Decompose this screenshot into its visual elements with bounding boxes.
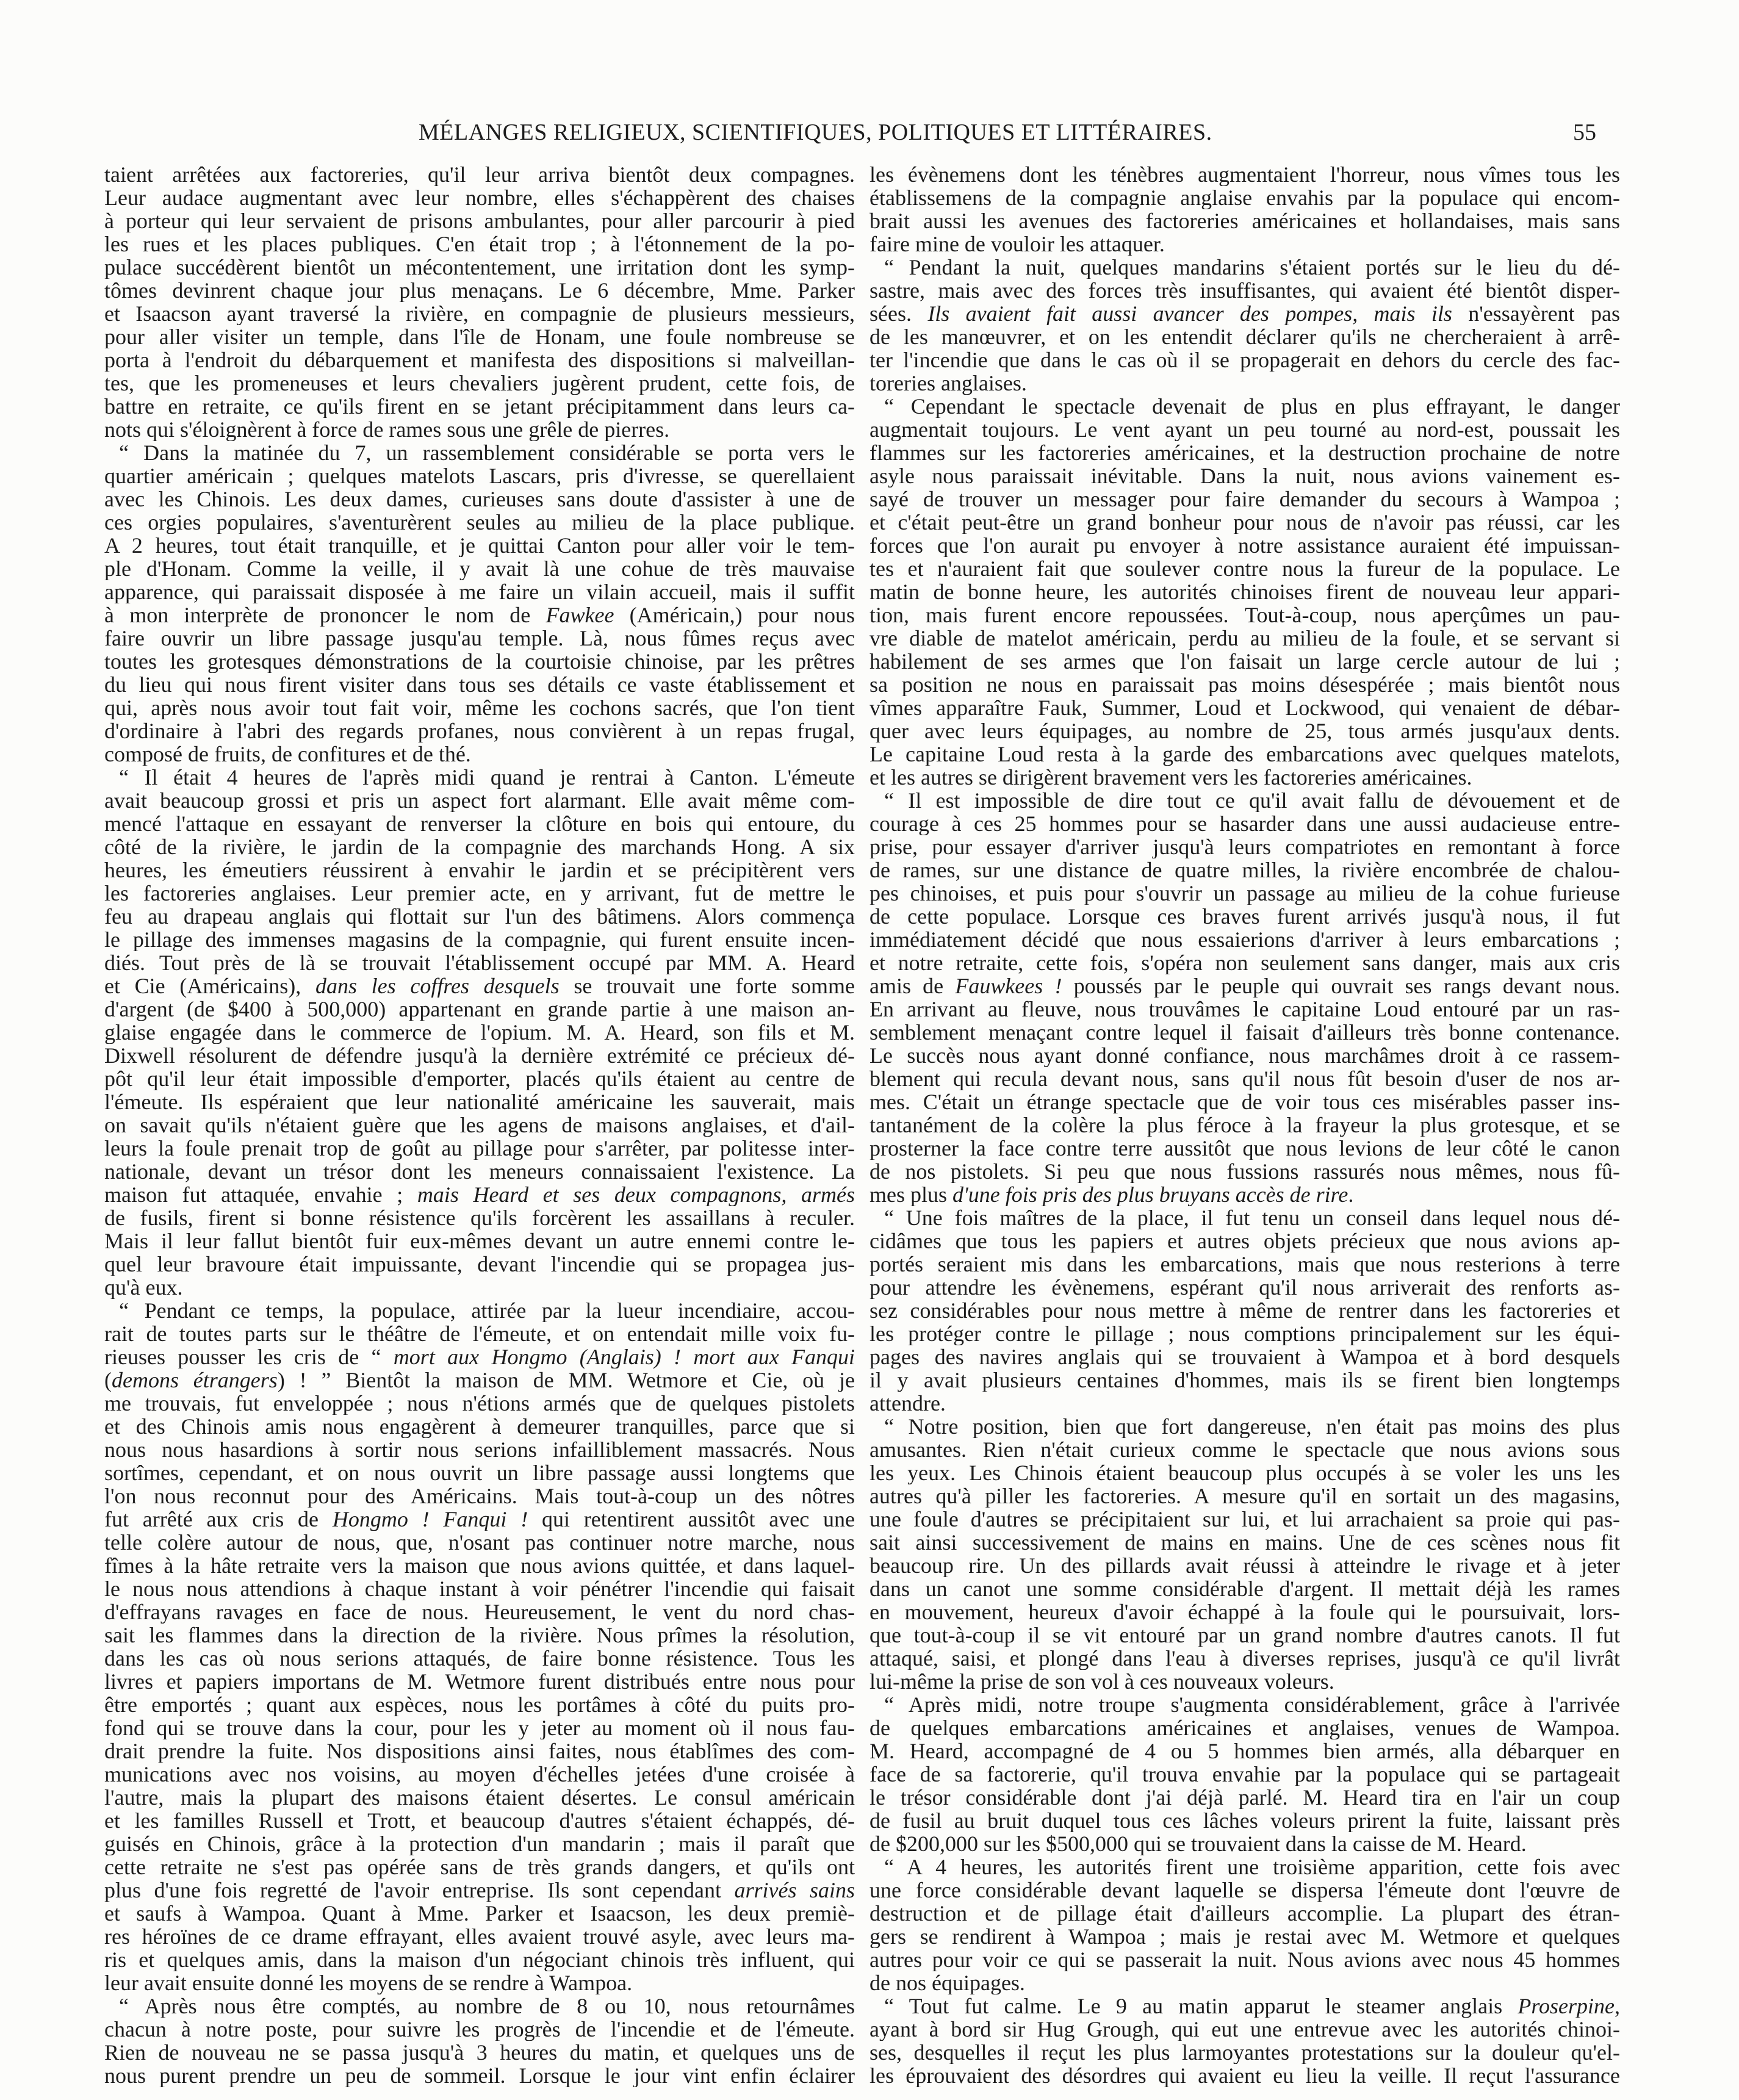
text-line: drait prendre la fuite. Nos dispositions ainsi faites, nous établîmes des com- [104, 1739, 855, 1763]
text-line: quel leur bravoure était impuissante, devant l'incendie qui se propagea jus- [104, 1253, 855, 1276]
text-line: vîmes apparaître Fauk, Summer, Loud et Lockwood, qui venaient de débar- [870, 696, 1620, 719]
text-line: semblement menaçant contre lequel il faisait d'ailleurs très bonne contenance. [870, 1021, 1620, 1044]
text-line: “ Après nous être comptés, au nombre de 8 ou 10, nous retournâmes [119, 1994, 855, 2018]
text-line: heures, les émeutiers réussirent à envahir le jardin et se précipitèrent vers [104, 858, 855, 882]
text-line: fîmes à la hâte retraite vers la maison que nous avions quittée, et dans laquel- [104, 1554, 855, 1577]
text-line: côté de la rivière, le jardin de la compagnie des marchands Hong. A six [104, 835, 855, 858]
text-line: “ Une fois maîtres de la place, il fut tenu un conseil dans lequel nous dé- [884, 1206, 1620, 1229]
text-line: battre en retraite, ce qu'ils firent en se jetant précipitamment dans leurs ca- [104, 395, 855, 418]
text-run: plus d'une fois regretté de l'avoir entreprise. Ils sont cependant [104, 1879, 735, 1902]
text-line: pôt qu'il leur était impossible d'emporter, placés qu'ils étaient au centre de [104, 1067, 855, 1090]
text-line: beaucoup rire. Un des pillards avait réussi à atteindre le rivage et à jeter [870, 1554, 1620, 1577]
text-line: de nos équipages. [870, 1971, 1025, 1994]
italic-text: mort aux Hongmo (Anglais) ! mort aux Fanqui [393, 1345, 855, 1368]
page-number: 55 [1573, 120, 1596, 145]
text-run: qui retentirent aussitôt avec une [528, 1508, 855, 1531]
text-line [104, 603, 855, 627]
text-line: pour attendre les évènemens, espérant qu'il nous arriverait des renforts as- [870, 1276, 1620, 1299]
left-column [104, 163, 855, 2087]
text-line: de fusil au bruit duquel tous ces lâches voleurs prirent la fuite, laissant près [870, 1809, 1620, 1832]
text-line: courage à ces 25 hommes pour se hasarder dans une aussi audacieuse entre- [870, 812, 1620, 835]
text-line: de les manœuvrer, et on les entendit déclarer qu'ils ne chercheraient à arrê- [870, 325, 1620, 348]
text-line: glaise engagée dans le commerce de l'opium. M. A. Heard, son fils et M. [104, 1021, 855, 1044]
text-line: rait de toutes parts sur le théâtre de l'émeute, et on entendait mille voix fu- [104, 1322, 855, 1345]
text-line: les yeux. Les Chinois étaient beaucoup plus occupés à se voler les uns les [870, 1461, 1620, 1484]
text-line: portés seraient mis dans les embarcations, mais que nous resterions à terre [870, 1253, 1620, 1276]
text-line: Dixwell résolurent de défendre jusqu'à la dernière extrémité ce précieux dé- [104, 1044, 855, 1067]
text-line [104, 1368, 855, 1392]
text-line: Leur audace augmentant avec leur nombre, elles s'échappèrent des chaises [104, 186, 855, 209]
text-line: sortîmes, cependant, et on nous ouvrit un libre passage aussi longtems que [104, 1461, 855, 1484]
text-line: les rues et les places publiques. C'en était trop ; à l'étonnement de la po- [104, 232, 855, 256]
text-line: sa position ne nous en paraissait pas moins désespérée ; mais bientôt nous [870, 673, 1620, 696]
text-line: prosterner la face contre terre aussitôt que nous levions de leur côté le canon [870, 1137, 1620, 1160]
text-line: être emportés ; quant aux espèces, nous les portâmes à côté du puits pro- [104, 1693, 855, 1716]
text-line: dans un canot une somme considérable d'argent. Il mettait déjà les rames [870, 1577, 1620, 1600]
text-line: cidâmes que tous les papiers et autres objets précieux que nous avions ap- [870, 1229, 1620, 1253]
text-line: matin de bonne heure, les autorités chinoises firent de nouveau leur appari- [870, 580, 1620, 603]
text-line: flammes sur les factoreries américaines, et la destruction prochaine de notre [870, 441, 1620, 464]
text-line: A 2 heures, tout était tranquille, et je quittai Canton pour aller voir le tem- [104, 534, 855, 557]
text-line: feu au drapeau anglais qui flottait sur l'un des bâtimens. Alors commença [104, 905, 855, 928]
text-line [104, 974, 855, 998]
text-run: . [1348, 1183, 1354, 1206]
text-line: pour aller visiter un temple, dans l'île de Honam, une foule nombreuse se [104, 325, 855, 348]
text-line: toreries anglaises. [870, 372, 1027, 395]
text-run: (Américain,) pour nous [614, 603, 855, 627]
italic-text: Proserpine [1518, 1994, 1615, 2018]
text-line: habilement de ses armes que l'on faisait un large cercle autour de lui ; [870, 650, 1620, 673]
text-line: attaqué, saisi, et plongé dans l'eau à diverses reprises, jusqu'à ce qu'il livrât [870, 1647, 1620, 1670]
text-line: Le succès nous ayant donné confiance, nous marchâmes droit à ce rassem- [870, 1044, 1620, 1067]
text-line: nots qui s'éloignèrent à force de rames sous une grêle de pierres. [104, 418, 670, 441]
text-line: de fusils, firent si bonne résistence qu'ils forcèrent les assaillans à reculer. [104, 1206, 855, 1229]
text-line: avait beaucoup grossi et pris un aspect fort alarmant. Elle avait même com- [104, 789, 855, 812]
text-line: on savait qu'ils n'étaient guère que les agens de maisons anglaises, et d'ail- [104, 1113, 855, 1137]
text-line: tes, que les promeneuses et leurs chevaliers jugèrent prudent, cette fois, de [104, 372, 855, 395]
text-line: sait les flammes dans la direction de la rivière. Nous prîmes la résolution, [104, 1624, 855, 1647]
text-run: n'essayèrent pas [1452, 302, 1620, 325]
text-line: “ Il était 4 heures de l'après midi quand je rentrai à Canton. L'émeute [119, 766, 855, 789]
text-line: les protéger contre le pillage ; nous comptions principalement sur les équi- [870, 1322, 1620, 1345]
text-line: sastre, mais avec des forces très insuffisantes, qui avaient été bientôt disper- [870, 279, 1620, 302]
italic-text: Ils avaient fait aussi avancer des pompes, mais ils [927, 302, 1452, 325]
text-line: res héroïnes de ce drame effrayant, elles avaient trouvé asyle, avec leurs ma- [104, 1925, 855, 1948]
text-line: pulace succédèrent bientôt un mécontentement, une irritation dont les symp- [104, 256, 855, 279]
text-line: taient arrêtées aux factoreries, qu'il leur arriva bientôt deux compagnes. [104, 163, 855, 186]
text-line: d'argent (de $400 à 500,000) appartenant en grande partie à une maison an- [104, 998, 855, 1021]
text-line: sait ainsi successivement de mains en mains. Une de ces scènes nous fit [870, 1531, 1620, 1554]
running-header: MÉLANGES RELIGIEUX, SCIENTIFIQUES, POLITIQUES ET LITTÉRAIRES. [419, 120, 1212, 145]
text-run: , [1615, 1994, 1620, 2018]
text-line: qu'à eux. [104, 1276, 183, 1299]
text-line: de rames, sur une distance de quatre milles, la rivière encombrée de chalou- [870, 858, 1620, 882]
text-line: telle colère autour de nous, que, n'osant pas continuer notre marche, nous [104, 1531, 855, 1554]
text-line: d'effrayans ravages en face de nous. Heureusement, le vent du nord chas- [104, 1600, 855, 1624]
text-line: lui-même la prise de son vol à ces nouveaux voleurs. [870, 1670, 1334, 1693]
text-line: dans les cas où nous serions attaqués, de faire bonne résistence. Tous les [104, 1647, 855, 1670]
text-line: composé de fruits, de confitures et de thé. [104, 743, 471, 766]
text-line: “ A 4 heures, les autorités firent une troisième apparition, cette fois avec [884, 1855, 1620, 1879]
text-line: de $200,000 sur les $500,000 qui se trouvaient dans la caisse de M. Heard. [870, 1832, 1527, 1855]
text-line: faire ouvrir un libre passage jusqu'au temple. Là, nous fûmes reçus avec [104, 627, 855, 650]
text-line: “ Dans la matinée du 7, un rassemblement considérable se porta vers le [119, 441, 855, 464]
text-run: rieuses pousser les cris de “ [104, 1345, 394, 1368]
text-line: “ Il est impossible de dire tout ce qu'il avait fallu de dévouement et de [884, 789, 1620, 812]
text-line: sayé de trouver un messager pour faire demander du secours à Wampoa ; [870, 487, 1620, 511]
text-line: asyle nous paraissait inévitable. Dans la nuit, nous avions vainement es- [870, 464, 1620, 487]
text-line: amusantes. Rien n'était curieux comme le spectacle que nous avions sous [870, 1438, 1620, 1461]
text-line: avec les Chinois. Les deux dames, curieuses sans doute d'assister à une de [104, 487, 855, 511]
text-line: “ Pendant ce temps, la populace, attirée par la lueur incendiaire, accou- [119, 1299, 855, 1322]
text-line: leur avait ensuite donné les moyens de se rendre à Wampoa. [104, 1971, 633, 1994]
text-run: ) ! ” Bientôt la maison de MM. Wetmore et Cie, où je [277, 1368, 855, 1392]
text-line: livres et papiers importans de M. Wetmore furent distribués entre nous pour [104, 1670, 855, 1693]
italic-text: Fauwkees ! [955, 974, 1062, 998]
text-line: pages des navires anglais qui se trouvaient à Wampoa et à bord desquels [870, 1345, 1620, 1368]
text-run: “ Tout fut calme. Le 9 au matin apparut le steamer anglais [884, 1994, 1518, 2018]
text-line: du lieu qui nous firent visiter dans tous ses détails ce vaste établissement et [104, 673, 855, 696]
text-line: nationale, devant un trésor dont les meneurs connaissaient l'existence. La [104, 1160, 855, 1183]
italic-text: arrivés sains [734, 1879, 855, 1902]
right-column [870, 163, 1620, 2087]
text-line [104, 1879, 855, 1902]
text-line: ple d'Honam. Comme la veille, il y avait là une cohue de très mauvaise [104, 557, 855, 580]
text-line: tômes devinrent chaque jour plus menaçans. Le 6 décembre, Mme. Parker [104, 279, 855, 302]
text-line: et les autres se dirigèrent bravement vers les factoreries américaines. [870, 766, 1472, 789]
text-line: faire mine de vouloir les attaquer. [870, 232, 1165, 256]
text-line: nous purent prendre un peu de sommeil. Lorsque le jour vint enfin éclairer [104, 2064, 855, 2087]
italic-text: dans les coffres desquels [315, 974, 560, 998]
text-line: autres qu'à piller les factoreries. A mesure qu'il en sortait un des magasins, [870, 1484, 1620, 1508]
text-line: Mais il leur fallut bientôt fuir eux-mêmes devant un autre ennemi contre le- [104, 1229, 855, 1253]
italic-text: demons étrangers [112, 1368, 278, 1392]
text-line: fond qui se trouve dans la cour, pour les y jeter au moment où il nous fau- [104, 1716, 855, 1739]
text-line: “ Notre position, bien que fort dangereuse, n'en était pas moins des plus [884, 1415, 1620, 1438]
text-line: Le capitaine Loud resta à la garde des embarcations avec quelques matelots, [870, 743, 1620, 766]
text-line: de nos pistolets. Si peu que nous fussions rassurés nous mêmes, nous fû- [870, 1160, 1620, 1183]
text-line: forces que l'on aurait pu envoyer à notre assistance auraient été impuissan- [870, 534, 1620, 557]
text-line: “ Après midi, notre troupe s'augmenta considérablement, grâce à l'arrivée [884, 1693, 1620, 1716]
text-run: poussés par le peuple qui ouvrait ses rangs devant nous. [1062, 974, 1620, 998]
text-run: se trouvait une forte somme [559, 974, 855, 998]
text-line: une foule d'autres se précipitaient sur lui, et lui arrachaient sa proie qui pas- [870, 1508, 1620, 1531]
text-line: Rien de nouveau ne se passa jusqu'à 3 heures du matin, et quelques uns de [104, 2041, 855, 2064]
text-line: tes et n'auraient fait que soulever contre nous la fureur de la populace. Le [870, 557, 1620, 580]
text-line: cette retraite ne s'est pas opérée sans de très grands dangers, et qu'ils ont [104, 1855, 855, 1879]
text-line: munications avec nos voisins, au moyen d'échelles jetées d'une croisée à [104, 1763, 855, 1786]
text-line: blement qui recula devant nous, sans qu'il nous fût besoin d'user de nos ar- [870, 1067, 1620, 1090]
text-run: sées. [870, 302, 928, 325]
text-line: destruction et de pillage était d'ailleurs accomplie. La plupart des étran- [870, 1902, 1620, 1925]
text-line: l'autre, mais la plupart des maisons étaient désertes. Le consul américain [104, 1786, 855, 1809]
text-line: le nous nous attendions à chaque instant à voir pénétrer l'incendie qui faisait [104, 1577, 855, 1600]
text-line: de quelques embarcations américaines et anglaises, venues de Wampoa. [870, 1716, 1620, 1739]
text-line: l'émeute. Ils espéraient que leur nationalité américaine les sauverait, mais [104, 1090, 855, 1113]
text-line [104, 1508, 855, 1531]
italic-text: Fawkee [545, 603, 614, 627]
text-line: que tout-à-coup il se vit entouré par un grand nombre d'autres canots. Il fut [870, 1624, 1620, 1647]
text-line: me trouvais, fut enveloppée ; nous n'étions armés que de quelques pistolets [104, 1392, 855, 1415]
text-line: tion, mais furent encore repoussées. Tout-à-coup, nous aperçûmes un pau- [870, 603, 1620, 627]
text-line [104, 1183, 855, 1206]
text-line: quer avec leurs équipages, au nombre de 25, tous armés jusqu'aux dents. [870, 719, 1620, 743]
text-run: à mon interprète de prononcer le nom de [104, 603, 546, 627]
italic-text: Hongmo ! Fanqui ! [332, 1508, 528, 1531]
text-line: ris et quelques amis, dans la maison d'un négociant chinois très influent, qui [104, 1948, 855, 1971]
text-line: mes. C'était un étrange spectacle que de voir tous ces misérables passer ins- [870, 1090, 1620, 1113]
text-line: sez considérables pour nous mettre à même de rentrer dans les factoreries et [870, 1299, 1620, 1322]
text-line: ses, desquelles il reçut les plus larmoyantes protestations sur la douleur qu'el- [870, 2041, 1620, 2064]
text-line: ter l'incendie que dans le cas où il se propagerait en dehors du cercle des fac- [870, 348, 1620, 372]
text-line: leurs la foule prenait trop de goût au pillage pour s'arrêter, par politesse inter- [104, 1137, 855, 1160]
text-line: l'on nous reconnut pour des Américains. Mais tout-à-coup un des nôtres [104, 1484, 855, 1508]
text-line: apparence, qui paraissait disposée à me faire un vilain accueil, mais il suffit [104, 580, 855, 603]
text-run: fut arrêté aux cris de [104, 1508, 333, 1531]
text-line [870, 974, 1620, 998]
text-line: les factoreries anglaises. Leur premier acte, en y arrivant, fut de mettre le [104, 882, 855, 905]
text-line: attendre. [870, 1392, 946, 1415]
text-line: diés. Tout près de là se trouvait l'établissement occupé par MM. A. Heard [104, 951, 855, 974]
text-line: “ Pendant la nuit, quelques mandarins s'étaient portés sur le lieu du dé- [884, 256, 1620, 279]
text-line: les évènemens dont les ténèbres augmentaient l'horreur, nous vîmes tous les [870, 163, 1620, 186]
text-line [870, 302, 1620, 325]
text-line: et saufs à Wampoa. Quant à Mme. Parker et Isaacson, les deux premiè- [104, 1902, 855, 1925]
italic-text: mais Heard et ses deux compagnons, armés [417, 1183, 855, 1206]
text-line: autres pour voir ce qui se passerait la nuit. Nous avions avec nous 45 hommes [870, 1948, 1620, 1971]
text-run: ( [104, 1368, 112, 1392]
text-line: M. Heard, accompagné de 4 ou 5 hommes bien armés, alla débarquer en [870, 1739, 1620, 1763]
text-line [870, 1183, 1620, 1206]
text-line: pes chinoises, et puis pour s'ouvrir un passage au milieu de la cohue furieuse [870, 882, 1620, 905]
text-line: En arrivant au fleuve, nous trouvâmes le capitaine Loud entouré par un ras- [870, 998, 1620, 1021]
text-line: en mouvement, heureux d'avoir échappé à la foule qui le poursuivait, lors- [870, 1600, 1620, 1624]
text-line: toutes les grotesques démonstrations de la courtoisie chinoise, par les prêtres [104, 650, 855, 673]
text-line: immédiatement décidé que nous essaierions d'arriver à leurs embarcations ; [870, 928, 1620, 951]
text-line: vre diable de matelot américain, perdu au milieu de la foule, et se servant si [870, 627, 1620, 650]
text-line: ces orgies populaires, s'aventurèrent seules au milieu de la place publique. [104, 511, 855, 534]
text-line: et les familles Russell et Trott, et beaucoup d'autres s'étaient échappés, dé- [104, 1809, 855, 1832]
text-line: d'ordinaire à l'abri des regards profanes, nous convièrent à un repas frugal, [104, 719, 855, 743]
text-line: à porteur qui leur servaient de prisons ambulantes, pour aller parcourir à pied [104, 209, 855, 232]
text-line: ayant à bord sir Hug Grough, qui eut une entrevue avec les autorités chinoi- [870, 2018, 1620, 2041]
text-run: maison fut attaquée, envahie ; [104, 1183, 417, 1206]
text-line: mencé l'attaque en essayant de renverser la clôture en bois qui entoure, du [104, 812, 855, 835]
text-line: “ Cependant le spectacle devenait de plus en plus effrayant, le danger [884, 395, 1620, 418]
text-line: une force considérable devant laquelle se dispersa l'émeute dont l'œuvre de [870, 1879, 1620, 1902]
italic-text: d'une fois pris des plus bruyans accès de rire [952, 1183, 1348, 1206]
text-line: de cette populace. Lorsque ces braves furent arrivés jusqu'à nous, il fut [870, 905, 1620, 928]
text-line: il y avait plusieurs centaines d'hommes, mais ils se firent bien longtemps [870, 1368, 1620, 1392]
text-line: les éprouvaient des désordres qui avaient eu lieu la veille. Il reçut l'assurance [870, 2064, 1620, 2087]
text-line: tantanément de la colère la plus féroce à la frayeur la plus grotesque, et se [870, 1113, 1620, 1137]
text-line: nous nous hasardions à sortir nous serions infailliblement massacrés. Nous [104, 1438, 855, 1461]
text-line: le pillage des immenses magasins de la compagnie, qui furent ensuite incen- [104, 928, 855, 951]
text-line: prise, pour essayer d'arriver jusqu'à leurs compatriotes en remontant à force [870, 835, 1620, 858]
text-line: brait aussi les avenues des factoreries américaines et hollandaises, mais sans [870, 209, 1620, 232]
text-run: mes plus [870, 1183, 953, 1206]
text-line: établissemens de la compagnie anglaise envahis par la populace qui encom- [870, 186, 1620, 209]
text-line: qui, après nous avoir tout fait voir, même les cochons sacrés, que l'on tient [104, 696, 855, 719]
text-line: et Isaacson ayant traversé la rivière, en compagnie de plusieurs messieurs, [104, 302, 855, 325]
text-line: face de sa factorerie, qu'il trouva envahie par la populace qui se partageait [870, 1763, 1620, 1786]
text-line [104, 1345, 855, 1368]
text-line: le trésor considérable dont j'ai déjà parlé. M. Heard tira en l'air un coup [870, 1786, 1620, 1809]
text-run: et Cie (Américains), [104, 974, 315, 998]
text-line: guisés en Chinois, grâce à la protection d'un mandarin ; mais il paraît que [104, 1832, 855, 1855]
text-line: et notre retraite, cette fois, s'opéra non seulement sans danger, mais aux cris [870, 951, 1620, 974]
text-line: gers se rendirent à Wampoa ; mais je restai avec M. Wetmore et quelques [870, 1925, 1620, 1948]
text-line: chacun à notre poste, pour suivre les progrès de l'incendie et de l'émeute. [104, 2018, 855, 2041]
text-line: quartier américain ; quelques matelots Lascars, pris d'ivresse, se querellaient [104, 464, 855, 487]
text-line: augmentait toujours. Le vent ayant un peu tourné au nord-est, poussait les [870, 418, 1620, 441]
text-run: amis de [870, 974, 956, 998]
text-line: et c'était peut-être un grand bonheur pour nous de n'avoir pas réussi, car les [870, 511, 1620, 534]
text-line: et des Chinois amis nous engagèrent à demeurer tranquilles, parce que si [104, 1415, 855, 1438]
text-line: porta à l'endroit du débarquement et manifesta des dispositions si malveillan- [104, 348, 855, 372]
text-line [870, 1994, 1620, 2018]
